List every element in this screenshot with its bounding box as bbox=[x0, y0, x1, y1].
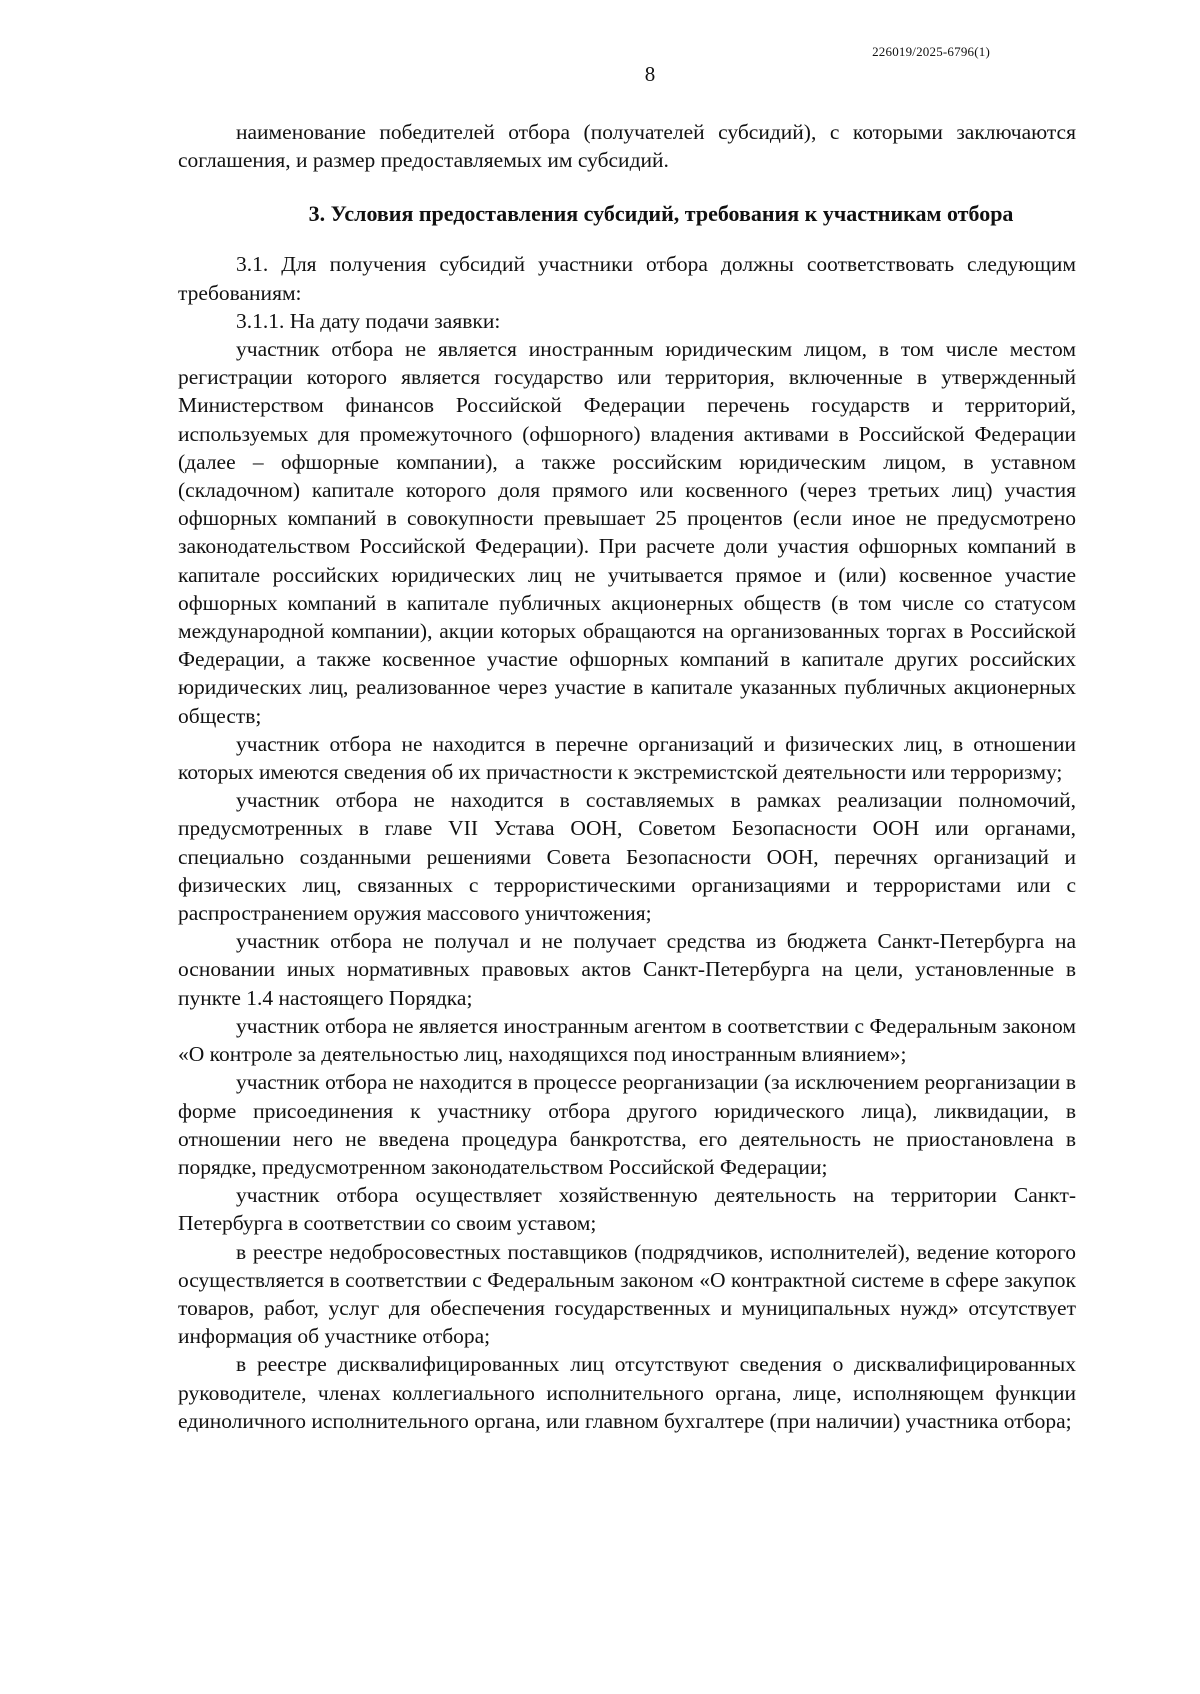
paragraph-3-1: 3.1. Для получения субсидий участники отбора должны соответствовать следующим требованиям: bbox=[178, 252, 1076, 305]
requirement-no-budget-funds: участник отбора не получал и не получает средства из бюджета Санкт-Петербурга на основании иных нормативных правовых актов Санкт-Петербурга на цели, установленные в пункте 1.4 настоящего Порядка; bbox=[178, 929, 1076, 1010]
page-number: 8 bbox=[644, 62, 656, 86]
requirement-un-lists: участник отбора не находится в составляемых в рамках реализации полномочий, предусмотренных в главе VII Устава ООН, Советом Безопасности ООН или органами, специально созданными решениями Совета Безопасности ООН, перечнях организаций и физических лиц, связанных с террористическими организациями и террористами или с распространением оружия массового уничтожения; bbox=[178, 788, 1076, 926]
requirement-unfair-suppliers-registry: в реестре недобросовестных поставщиков (подрядчиков, исполнителей), ведение которого осуществляется в соответствии с Федеральным законом «О контрактной системе в сфере закупок товаров, работ, услуг для обеспечения государственных и муниципальных нужд» отсутствует информация об участнике отбора; bbox=[178, 1239, 1076, 1349]
intro-paragraph: наименование победителей отбора (получателей субсидий), с которыми заключаются соглашения, и размер предоставляемых им субсидий. bbox=[178, 120, 1076, 173]
requirement-offshore: участник отбора не является иностранным юридическим лицом, в том числе местом регистрации которого является государство или территория, включенные в утвержденный Министерством финансов Российской Федерации перечень государств и территорий, используемых для промежуточного (офшорного) владения активами в Российской Федерации (далее – офшорные компании), а также российским юридическим лицом, в уставном (складочном) капитале которого доля прямого или косвенного (через третьих лиц) участия офшорных компаний в совокупности превышает 25 процентов (если иное не предусмотрено законодательством Российской Федерации). При расчете доли участия офшорных компаний в капитале российских юридических лиц не учитывается прямое и (или) косвенное участие офшорных компаний в капитале публичных акционерных обществ (в том числе со статусом международной компании), акции которых обращаются на организованных торгах в Российской Федерации, а также косвенное участие офшорных компаний в капитале других российских юридических лиц, реализованное через участие в капитале указанных публичных акционерных обществ; bbox=[178, 337, 1076, 728]
section-title: 3. Условия предоставления субсидий, требования к участникам отбора bbox=[308, 201, 1014, 227]
document-body bbox=[178, 118, 1076, 1435]
document-registration-number: 226019/2025-6796(1) bbox=[872, 44, 990, 59]
requirement-no-reorganization: участник отбора не находится в процессе реорганизации (за исключением реорганизации в форме присоединения к участнику отбора другого юридического лица), ликвидации, в отношении него не введена процедура банкротства, его деятельность не приостановлена в порядке, предусмотренном законодательством Российской Федерации; bbox=[178, 1070, 1076, 1179]
requirement-activity-spb: участник отбора осуществляет хозяйственную деятельность на территории Санкт-Петербурга в соответствии со своим уставом; bbox=[178, 1183, 1076, 1236]
paragraph-3-1-1: 3.1.1. На дату подачи заявки: bbox=[236, 308, 501, 333]
requirement-extremism-list: участник отбора не находится в перечне организаций и физических лиц, в отношении которых имеются сведения об их причастности к экстремистской деятельности или терроризму; bbox=[178, 731, 1076, 785]
requirement-disqualified-persons-registry: в реестре дисквалифицированных лиц отсутствуют сведения о дисквалифицированных руководителе, членах коллегиального исполнительного органа, лице, исполняющем функции единоличного исполнительного органа, или главном бухгалтере (при наличии) участника отбора; bbox=[178, 1352, 1076, 1433]
requirement-not-foreign-agent: участник отбора не является иностранным агентом в соответствии с Федеральным законом «О контроле за деятельностью лиц, находящихся под иностранным влиянием»; bbox=[178, 1013, 1076, 1067]
